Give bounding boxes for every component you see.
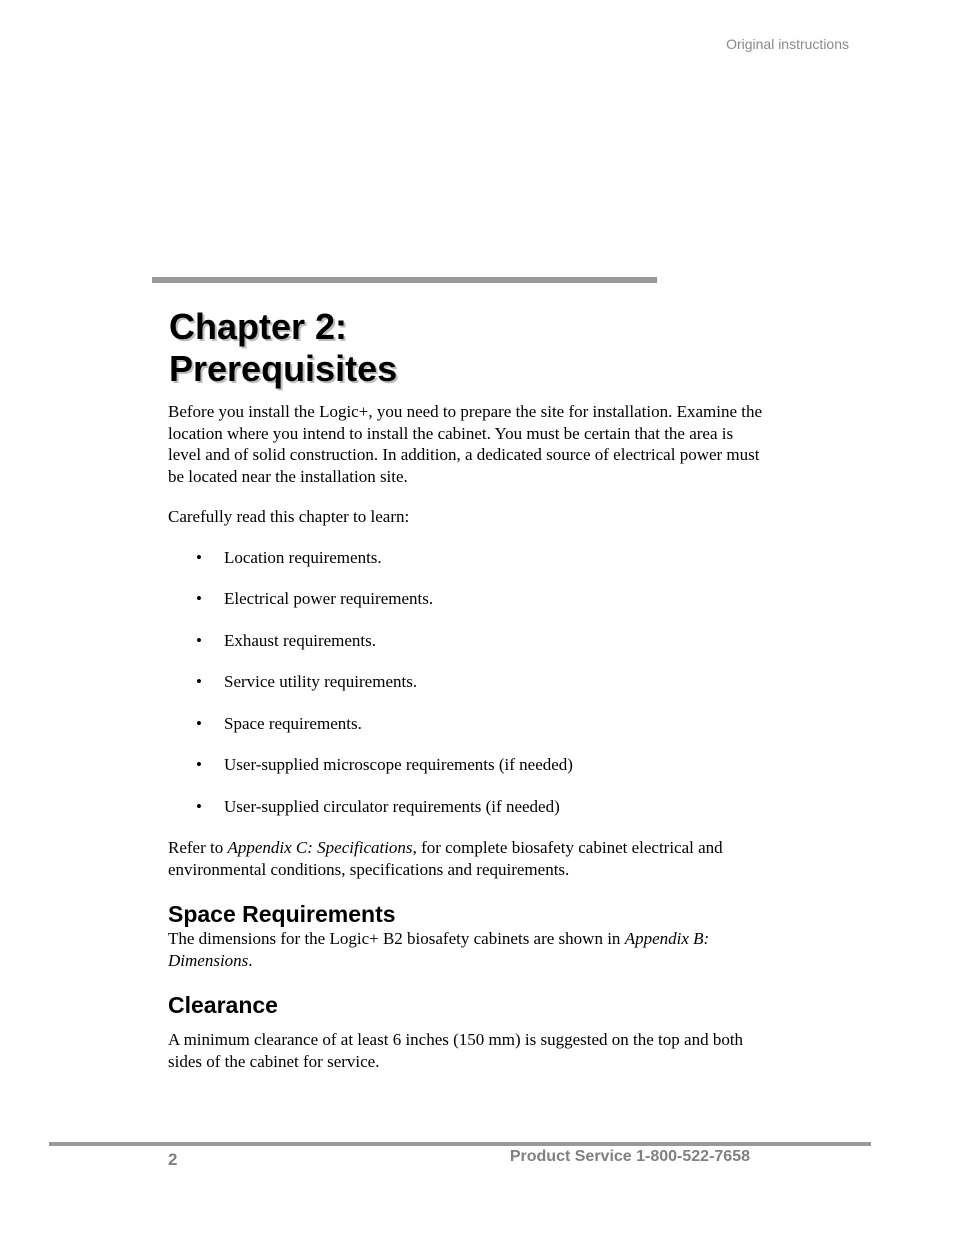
list-item-text: Service utility requirements.	[224, 672, 418, 691]
footer-rule	[49, 1142, 871, 1146]
space-prefix: The dimensions for the Logic+ B2 biosafety cabinets are shown in	[168, 929, 625, 948]
list-item-text: User-supplied circulator requirements (if needed)	[224, 796, 560, 816]
bullet-icon: •	[196, 796, 202, 816]
chapter-title-line1: Chapter 2:	[169, 306, 348, 347]
appendix-c-reference: Appendix C: Specifications	[227, 838, 413, 857]
list-item-text: User-supplied microscope requirements (if needed)	[224, 755, 573, 774]
list-item-text: Electrical power requirements.	[224, 589, 434, 608]
page-number: 2	[168, 1150, 178, 1169]
list-item	[168, 671, 768, 693]
intro-paragraph: Before you install the Logic+, you need to prepare the site for installation. Examine the location where you intend to install the cabinet. You must be certain that the area is level and of solid construction. In addition, a dedicated source of electrical power must be located near the installation site.	[168, 402, 763, 486]
list-item-text: Exhaust requirements.	[224, 630, 377, 650]
list-item	[168, 796, 768, 818]
bullet-icon: •	[196, 589, 202, 608]
list-item	[168, 588, 768, 610]
appendix-b-reference: Appendix B: Dimensions	[168, 929, 710, 970]
chapter-content	[168, 401, 768, 1072]
product-service-phone: Product Service 1-800-522-7658	[509, 1148, 750, 1165]
clearance-heading: Clearance	[168, 992, 278, 1018]
bullet-icon: •	[196, 755, 202, 774]
space-suffix: .	[248, 950, 253, 970]
list-item	[168, 630, 768, 652]
list-item	[168, 754, 768, 776]
header-note: Original instructions	[726, 36, 849, 52]
refer-prefix: Refer to	[168, 838, 228, 857]
list-item	[168, 713, 768, 735]
bullet-icon: •	[196, 547, 202, 567]
chapter-title-line2: Prerequisites	[169, 348, 398, 389]
chapter-title	[169, 306, 397, 390]
bullet-icon: •	[196, 713, 202, 733]
bullet-icon: •	[196, 672, 202, 691]
clearance-paragraph: A minimum clearance of at least 6 inches (150 mm) is suggested on the top and both sides of the cabinet for service.	[168, 1030, 744, 1071]
intro-lead: Carefully read this chapter to learn:	[168, 507, 410, 526]
chapter-rule	[152, 277, 657, 283]
list-item-text: Location requirements.	[224, 547, 382, 567]
list-item	[168, 547, 768, 569]
refer-paragraph	[168, 837, 768, 880]
list-item-text: Space requirements.	[224, 713, 362, 733]
bullet-icon: •	[196, 630, 202, 650]
refer-suffix: , for complete biosafety cabinet electrical and environmental conditions, specifications and requirements.	[168, 838, 723, 879]
space-requirements-paragraph	[168, 928, 768, 971]
space-requirements-heading: Space Requirements	[168, 901, 396, 927]
requirements-list	[168, 547, 768, 818]
